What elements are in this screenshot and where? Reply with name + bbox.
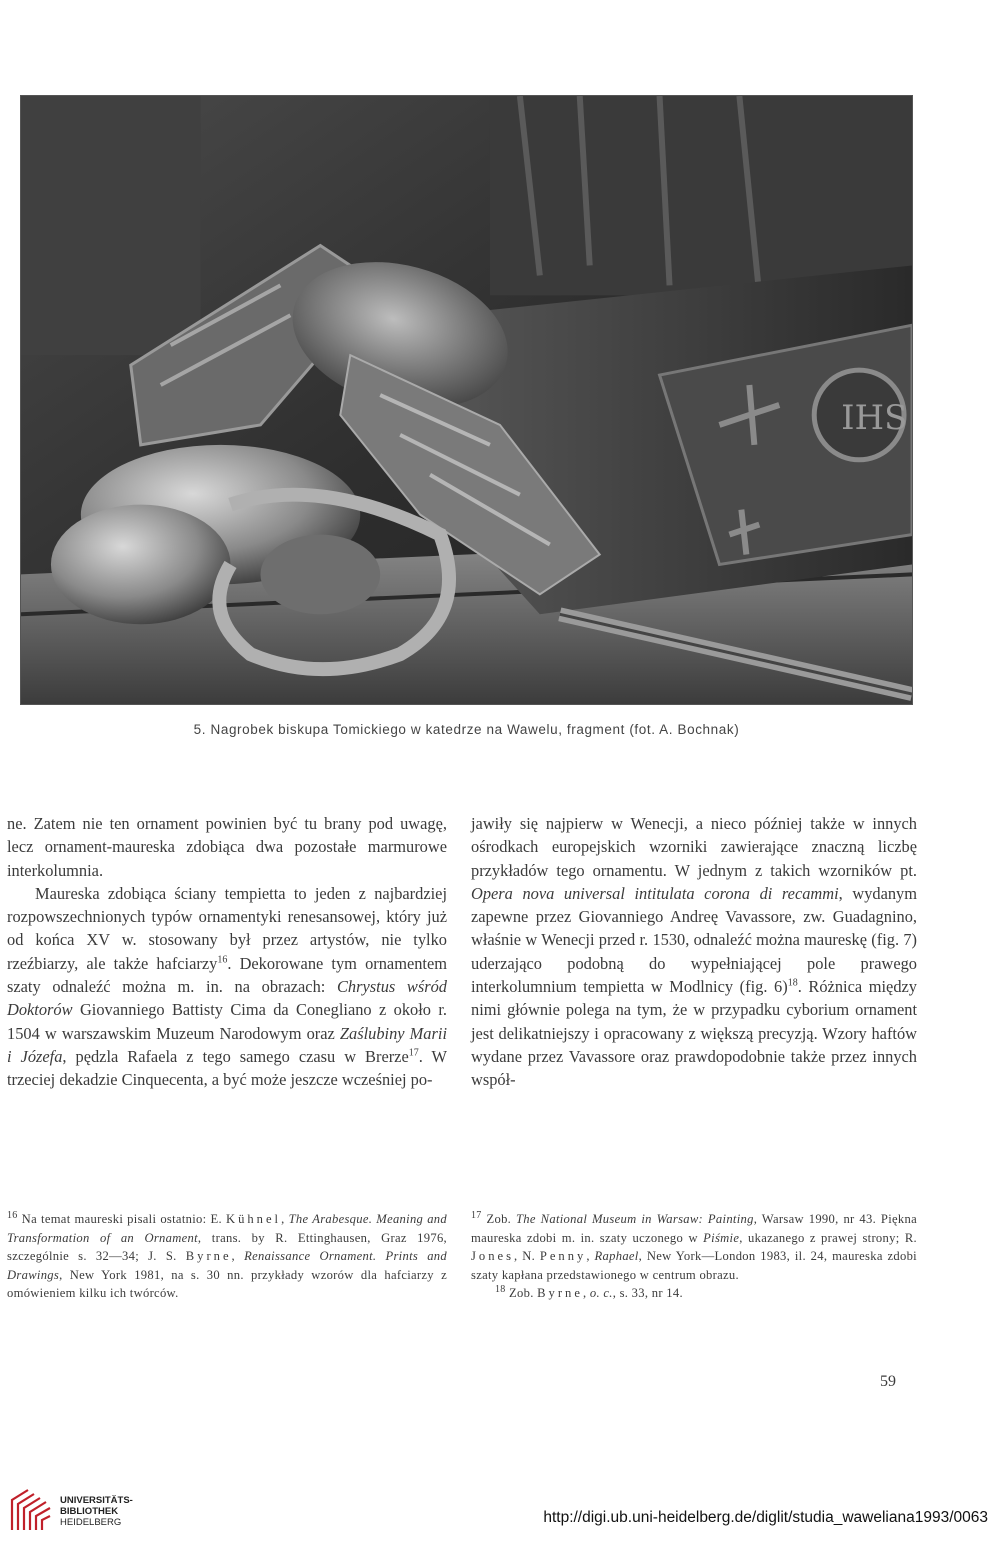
fn16-text-e: , New York 1981, na s. 30 nn. przykłady wzorów dla hafciarzy z omówieniem kilku ich twórców. bbox=[7, 1267, 447, 1300]
fn16-title-1: The Arabesque. Meaning and Transformation of an Ornament bbox=[7, 1212, 447, 1245]
fn16-text-d: , bbox=[231, 1249, 245, 1263]
logo-line-2: BIBLIOTHEK bbox=[60, 1506, 119, 1517]
source-url[interactable]: http://digi.ub.uni-heidelberg.de/diglit/studia_waweliana1993/0063 bbox=[543, 1509, 988, 1526]
p2-text-c: Giovanniego Battisty Cima da Conegliano z około r. 1504 w warszawskim Muzeum Narodowym oraz bbox=[7, 1000, 447, 1043]
fn18-author-1: Byrne bbox=[537, 1286, 583, 1300]
fn17-text-c: , ukazanego z prawej strony; R. bbox=[739, 1230, 917, 1245]
logo-line-1: UNIVERSITÄTS- bbox=[60, 1495, 133, 1506]
p3-text-c: . Różnica między nimi głównie polega na tym, że w przypadku cyborium ornament jest delikatniejszy i opracowany z większą precyzją. Wzory haftów wydane przez Vavassore oraz prawdopodobnie także przez innych współ- bbox=[471, 977, 917, 1090]
fn16-text-a: Na temat maureski pisali ostatnio: E. bbox=[17, 1212, 226, 1226]
fn17-author-1: Jones bbox=[471, 1249, 514, 1263]
body-text-right-column bbox=[471, 812, 917, 1092]
footnote-ref-18[interactable]: 18 bbox=[787, 977, 798, 989]
library-emblem-icon bbox=[8, 1486, 53, 1534]
p2-text-d: , pędzla Rafaela z tego samego czasu w Brerze bbox=[62, 1046, 409, 1066]
footnotes-right bbox=[471, 1210, 917, 1303]
paragraph-3 bbox=[471, 812, 917, 1092]
fn18-text-c: , s. 33, nr 14. bbox=[612, 1286, 683, 1300]
paragraph-1-text: ne. Zatem nie ten ornament powinien być tu brany pod uwagę, lecz ornament-maureska zdobiąca dwa pozostałe marmurowe interkolumnia. bbox=[7, 814, 447, 880]
pattern-book-title: Opera nova universal intitulata corona di recammi bbox=[471, 883, 839, 903]
p3-text-a: jawiły się najpierw w Wenecji, a nieco później także w innych ośrodkach europejskich wzorniki zawierające znaczną liczbę przykładów tego ornamentu. W jednym z takich wzorników pt. bbox=[471, 814, 917, 880]
fn16-author-1: Kühnel bbox=[225, 1212, 282, 1226]
p2-text-e: . W trzeciej dekadzie Cinquecenta, a być może jeszcze wcześniej po- bbox=[7, 1046, 447, 1090]
fn17-text-f: , New York—London 1983, il. 24, maureska zdobi szaty kapłana przedstawionego w centrum obrazu. bbox=[471, 1249, 917, 1282]
fn18-text-a: Zob. bbox=[505, 1286, 538, 1300]
tomb-effigy-image bbox=[21, 96, 912, 704]
fn17-title-1: The National Museum in Warsaw: Painting bbox=[516, 1212, 754, 1226]
fn16-text-b: , bbox=[281, 1212, 289, 1226]
footnote-ref-16[interactable]: 16 bbox=[217, 954, 228, 966]
logo-line-3: HEIDELBERG bbox=[60, 1517, 122, 1528]
library-name bbox=[60, 1495, 133, 1528]
tomb-photograph bbox=[20, 95, 913, 705]
footnote-17 bbox=[471, 1210, 917, 1284]
painting-title-1: Chrystus wśród Doktorów bbox=[7, 977, 447, 1020]
fn17-text-d: , N. bbox=[514, 1249, 540, 1263]
body-text-left-column bbox=[7, 812, 447, 1092]
p2-text-a: Maureska zdobiąca ściany tempietta to jeden z najbardziej rozpowszechnionych typów ornamentyki renesansowej, który już od końca XV w. stosowany był przez artystów, nie tylko rzeźbiarzy, ale także hafciarzy bbox=[7, 883, 447, 973]
fn16-author-2: Byrne bbox=[185, 1249, 232, 1263]
library-logo[interactable] bbox=[8, 1486, 158, 1536]
footnote-18-number: 18 bbox=[495, 1283, 506, 1295]
fn18-text-b: , bbox=[582, 1286, 590, 1300]
footnote-ref-17[interactable]: 17 bbox=[408, 1047, 419, 1059]
fn16-title-2: Renaissance Ornament. Prints and Drawings bbox=[7, 1249, 447, 1282]
fn17-text-a: Zob. bbox=[481, 1212, 516, 1226]
painting-title-2: Zaślubiny Marii i Józefa bbox=[7, 1023, 447, 1066]
fn17-text-b: , Warsaw 1990, nr 43. Piękna maureska zdobi m. in. szaty uczonego w bbox=[471, 1212, 917, 1245]
p3-text-b: , wydanym zapewne przez Giovanniego Andreę Vavassore, zw. Guadagnino, właśnie w Wenecji przed r. 1530, odnaleźć można maureskę (fig. 7) uderzająco podobną do wypełniającej pole prawego interkolumnium tempietta w Modlnicy (fig. 6) bbox=[471, 883, 917, 997]
footnotes-left bbox=[7, 1210, 447, 1303]
fn17-text-e: , bbox=[586, 1249, 595, 1263]
paragraph-1 bbox=[7, 812, 447, 882]
footnote-17-number: 17 bbox=[471, 1209, 482, 1221]
fn18-abbrev: o. c. bbox=[589, 1286, 613, 1300]
fn17-author-2: Penny bbox=[539, 1249, 587, 1263]
paragraph-2 bbox=[7, 882, 447, 1092]
figure-caption: 5. Nagrobek biskupa Tomickiego w katedrze na Wawelu, fragment (fot. A. Bochnak) bbox=[193, 722, 740, 737]
footnote-18 bbox=[471, 1284, 917, 1303]
svg-text:IHS: IHS bbox=[841, 397, 908, 437]
fn17-title-3: Raphael bbox=[594, 1249, 639, 1263]
fn16-text-c: , trans. by R. Ettinghausen, Graz 1976, szczególnie s. 32—34; J. S. bbox=[7, 1230, 447, 1263]
page-number: 59 bbox=[880, 1373, 896, 1390]
fn17-title-2: Piśmie bbox=[703, 1230, 740, 1245]
footnote-16 bbox=[7, 1210, 447, 1303]
p2-text-b: . Dekorowane tym ornamentem szaty odnaleźć można m. in. na obrazach: bbox=[7, 953, 447, 997]
footnote-16-number: 16 bbox=[7, 1209, 18, 1221]
